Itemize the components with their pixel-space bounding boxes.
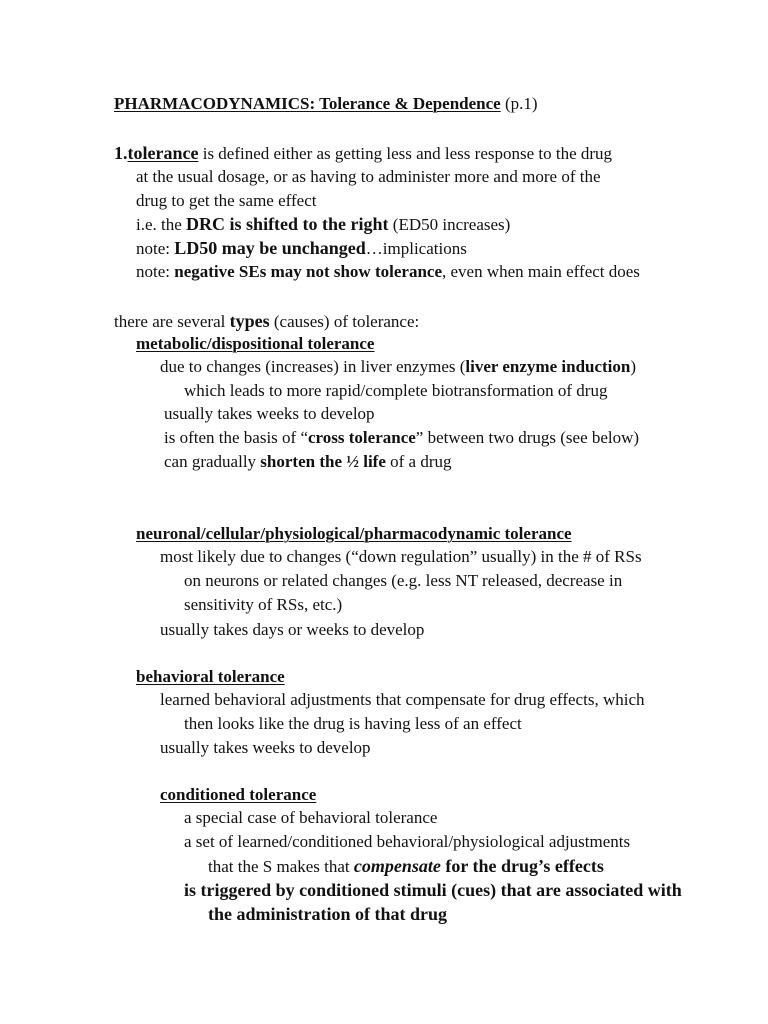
- page-title-line: [114, 95, 538, 112]
- neuronal-heading: neuronal/cellular/physiological/pharmacodynamic tolerance: [136, 524, 572, 543]
- behavioral-line-2: then looks like the drug is having less of an effect: [184, 714, 522, 733]
- tolerance-term: tolerance: [127, 143, 199, 163]
- tolerance-definition-line-2: at the usual dosage, or as having to administer more and more of the: [136, 167, 601, 186]
- metabolic-l5-prefix: can gradually: [164, 452, 261, 471]
- conditioned-heading: conditioned tolerance: [160, 785, 317, 804]
- ld50-prefix: note:: [136, 239, 175, 258]
- definition-text: is defined either as getting less and less response to the drug: [198, 144, 613, 163]
- metabolic-heading: metabolic/dispositional tolerance: [136, 334, 375, 353]
- metabolic-line-2: which leads to more rapid/complete biotransformation of drug: [184, 381, 608, 400]
- shorten-half-life: shorten the ½ life: [260, 452, 386, 471]
- page-number: (p.1): [500, 94, 538, 113]
- ld50-suffix: …implications: [365, 239, 467, 258]
- liver-enzyme-induction: liver enzyme induction: [465, 357, 631, 376]
- behavioral-line-1: learned behavioral adjustments that compensate for drug effects, which: [160, 690, 645, 709]
- metabolic-line-1: [160, 358, 636, 375]
- behavioral-heading: behavioral tolerance: [136, 667, 285, 686]
- conditioned-l3-prefix: that the S makes that: [208, 857, 354, 876]
- ld50-note: [136, 239, 467, 257]
- conditioned-line-1: a special case of behavioral tolerance: [184, 808, 438, 827]
- section-number: 1.: [114, 143, 128, 163]
- conditioned-line-4: is triggered by conditioned stimuli (cues) that are associated with: [184, 880, 682, 900]
- conditioned-line-2: a set of learned/conditioned behavioral/physiological adjustments: [184, 832, 631, 851]
- drc-shift-prefix: i.e. the: [136, 215, 187, 234]
- tolerance-definition-line-1: [114, 144, 612, 162]
- metabolic-l1-suffix: ): [630, 357, 637, 376]
- drc-shift-note: [136, 215, 510, 233]
- types-intro: [114, 312, 419, 330]
- negative-se-note: [136, 263, 640, 280]
- types-prefix: there are several: [114, 312, 230, 331]
- conditioned-l3-suffix: for the drug’s effects: [440, 856, 604, 876]
- negative-se-prefix: note:: [136, 262, 175, 281]
- neuronal-line-1: most likely due to changes (“down regulation” usually) in the # of RSs: [160, 547, 642, 566]
- types-suffix: (causes) of tolerance:: [269, 312, 420, 331]
- drc-shift-suffix: (ED50 increases): [388, 215, 511, 234]
- cross-tolerance: cross tolerance: [308, 428, 416, 447]
- neuronal-line-2: on neurons or related changes (e.g. less NT released, decrease in: [184, 571, 623, 590]
- types-bold: types: [229, 311, 270, 331]
- neuronal-line-3: sensitivity of RSs, etc.): [184, 595, 343, 614]
- metabolic-line-3: usually takes weeks to develop: [164, 404, 375, 423]
- negative-se-suffix: , even when main effect does: [441, 262, 640, 281]
- conditioned-line-5: the administration of that drug: [208, 904, 448, 924]
- behavioral-line-3: usually takes weeks to develop: [160, 738, 371, 757]
- metabolic-l1-prefix: due to changes (increases) in liver enzymes (: [160, 357, 466, 376]
- metabolic-line-4: [164, 429, 639, 446]
- page-title: PHARMACODYNAMICS: Tolerance & Dependence: [114, 94, 501, 113]
- metabolic-l4-suffix: ” between two drugs (see below): [415, 428, 640, 447]
- neuronal-line-4: usually takes days or weeks to develop: [160, 620, 425, 639]
- compensate-word: compensate: [353, 856, 441, 876]
- metabolic-l4-prefix: is often the basis of “: [164, 428, 308, 447]
- metabolic-l5-suffix: of a drug: [385, 452, 452, 471]
- conditioned-line-3: [208, 857, 604, 875]
- drc-shift-bold: DRC is shifted to the right: [186, 214, 389, 234]
- tolerance-definition-line-3: drug to get the same effect: [136, 191, 317, 210]
- negative-se-bold: negative SEs may not show tolerance: [174, 262, 442, 281]
- metabolic-line-5: [164, 453, 452, 470]
- ld50-bold: LD50 may be unchanged: [174, 238, 366, 258]
